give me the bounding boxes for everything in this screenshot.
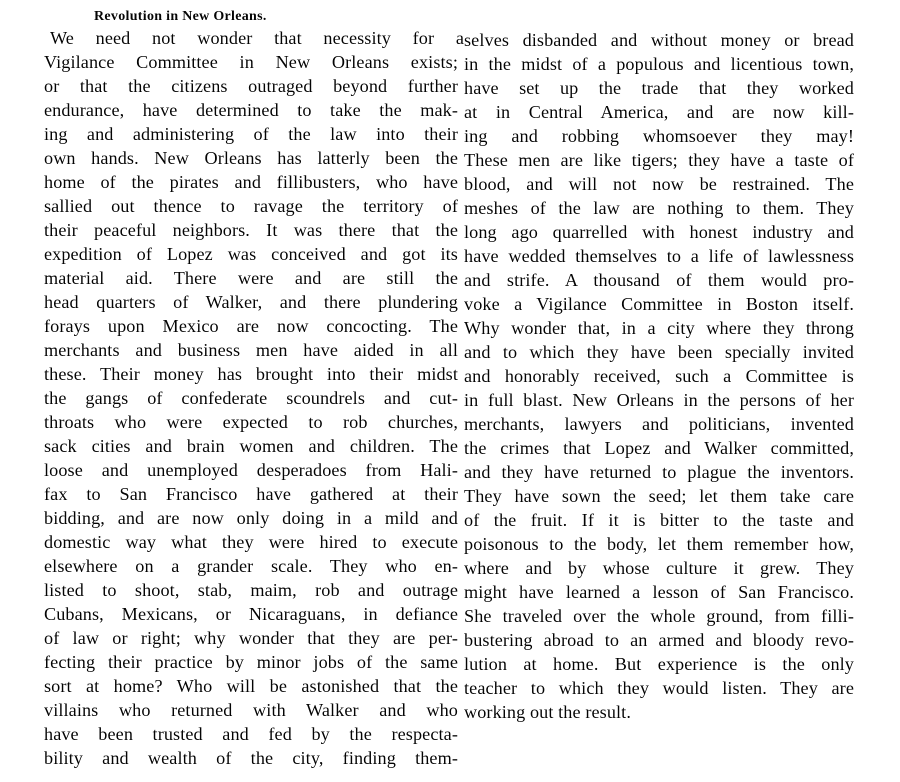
text-line: merchants, lawyers and politicians, invented — [464, 414, 854, 434]
text-line: loose and unemployed desperadoes from Hali- — [44, 460, 458, 480]
text-line: material aid. There were and are still the — [44, 268, 458, 288]
text-line: listed to shoot, stab, maim, rob and outrage — [44, 580, 458, 600]
right-column — [464, 28, 854, 724]
text-line: home of the pirates and fillibusters, who have — [44, 172, 458, 192]
text-line: or that the citizens outraged beyond further — [44, 76, 458, 96]
right-column-text — [464, 28, 854, 724]
text-line: fecting their practice by minor jobs of the same — [44, 652, 458, 672]
text-line: in full blast. New Orleans in the persons of her — [464, 390, 854, 410]
text-line: forays upon Mexico are now concocting. The — [44, 316, 458, 336]
text-line: and they have returned to plague the inventors. — [464, 462, 854, 482]
text-line: have set up the trade that they worked — [464, 78, 854, 98]
text-line: have been trusted and fed by the respecta- — [44, 724, 458, 744]
text-line: own hands. New Orleans has latterly been the — [44, 148, 458, 168]
text-line: sort at home? Who will be astonished that the — [44, 676, 458, 696]
text-line: Why wonder that, in a city where they throng — [464, 318, 854, 338]
text-line: bidding, and are now only doing in a mild and — [44, 508, 458, 528]
left-column-text — [44, 26, 464, 770]
text-line: in the midst of a populous and licentious town, — [464, 54, 854, 74]
article-headline: Revolution in New Orleans. — [94, 9, 267, 24]
text-line: blood, and will not now be restrained. The — [464, 174, 854, 194]
text-line: merchants and business men have aided in all — [44, 340, 458, 360]
text-line: She traveled over the whole ground, from filli- — [464, 606, 854, 626]
text-line: the gangs of confederate scoundrels and cut- — [44, 388, 458, 408]
text-line: and strife. A thousand of them would pro- — [464, 270, 854, 290]
text-line: and to which they have been specially invited — [464, 342, 854, 362]
text-line: villains who returned with Walker and who — [44, 700, 458, 720]
left-column — [44, 8, 464, 770]
text-line: elsewhere on a grander scale. They who en- — [44, 556, 458, 576]
text-line: expedition of Lopez was conceived and got its — [44, 244, 458, 264]
text-line: their peaceful neighbors. It was there that the — [44, 220, 458, 240]
text-line: long ago quarrelled with honest industry and — [464, 222, 854, 242]
text-line: lution at home. But experience is the only — [464, 654, 854, 674]
text-line: sallied out thence to ravage the territory of — [44, 196, 458, 216]
text-line: ing and administering of the law into their — [44, 124, 458, 144]
text-line: poisonous to the body, let them remember how, — [464, 534, 854, 554]
text-line: head quarters of Walker, and there plundering — [44, 292, 458, 312]
text-line: They have sown the seed; let them take care — [464, 486, 854, 506]
text-line: fax to San Francisco have gathered at their — [44, 484, 458, 504]
text-line: the crimes that Lopez and Walker committed, — [464, 438, 854, 458]
text-line: of the fruit. If it is bitter to the taste and — [464, 510, 854, 530]
text-line: bility and wealth of the city, finding them- — [44, 748, 458, 768]
text-line: endurance, have determined to take the mak- — [44, 100, 458, 120]
text-line: teacher to which they would listen. They are — [464, 678, 854, 698]
text-line: where and by whose culture it grew. They — [464, 558, 854, 578]
text-line: at in Central America, and are now kill- — [464, 102, 854, 122]
text-line: These men are like tigers; they have a taste of — [464, 150, 854, 170]
text-line: sack cities and brain women and children. The — [44, 436, 458, 456]
text-line: have wedded themselves to a life of lawlessness — [464, 246, 854, 266]
text-line: ing and robbing whomsoever they may! — [464, 126, 854, 146]
text-line: selves disbanded and without money or bread — [464, 30, 854, 50]
text-line: Cubans, Mexicans, or Nicaraguans, in defiance — [44, 604, 458, 624]
text-line: throats who were expected to rob churches, — [44, 412, 458, 432]
text-line: these. Their money has brought into their midst — [44, 364, 458, 384]
text-line: of law or right; why wonder that they are per- — [44, 628, 458, 648]
text-line: and honorably received, such a Committee is — [464, 366, 854, 386]
text-line: bustering abroad to an armed and bloody revo- — [464, 630, 854, 650]
text-line: meshes of the law are nothing to them. They — [464, 198, 854, 218]
text-line: might have learned a lesson of San Francisco. — [464, 582, 854, 602]
text-line: voke a Vigilance Committee in Boston itself. — [464, 294, 854, 314]
text-line: We need not wonder that necessity for a — [50, 28, 464, 48]
text-line: working out the result. — [464, 702, 631, 722]
text-line: Vigilance Committee in New Orleans exists; — [44, 52, 458, 72]
text-line: domestic way what they were hired to execute — [44, 532, 458, 552]
